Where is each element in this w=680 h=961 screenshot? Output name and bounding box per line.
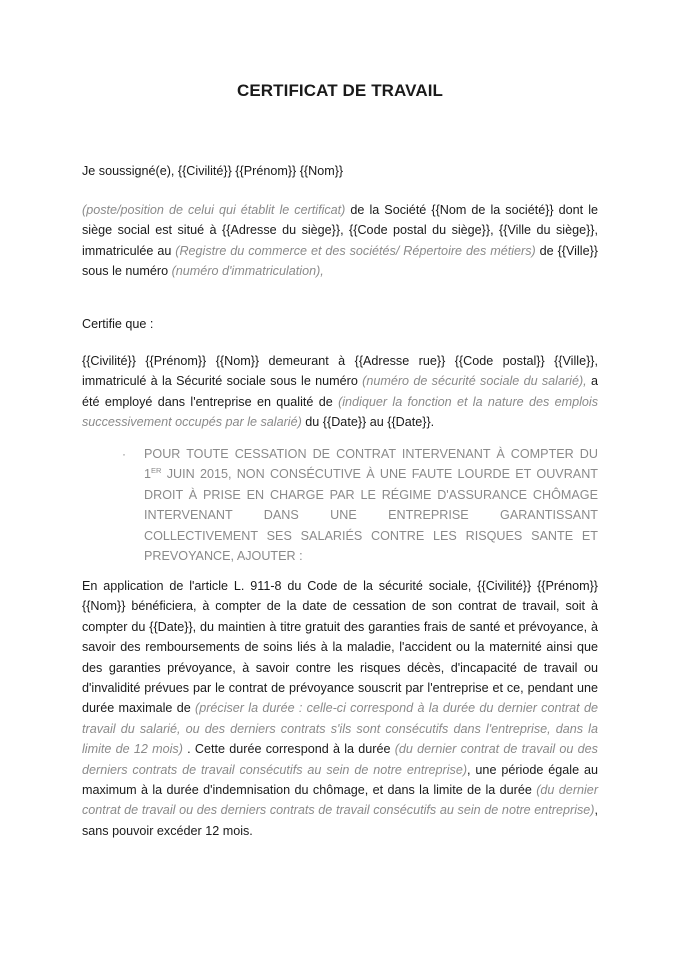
document-title: CERTIFICAT DE TRAVAIL (236, 81, 444, 100)
placeholder-position: (poste/position de celui qui établit le certificat) (82, 203, 346, 217)
certifie-line: Certifie que : (82, 317, 154, 331)
portability-text-4: , sans pouvoir excéder 12 mois. (82, 803, 598, 838)
employee-dates: du {{Date}} au {{Date}}. (301, 415, 435, 430)
employee-text-2: a été employé dans l'entreprise en qualité de (82, 374, 598, 409)
employer-text-2: de {{Ville}} sous le numéro (82, 243, 598, 279)
portability-paragraph (82, 576, 598, 841)
bullet-text-a: POUR TOUTE CESSATION DE CONTRAT INTERVENANT À COMPTER DU 1 (144, 447, 598, 482)
placeholder-registration-number: (numéro d'immatriculation), (171, 264, 324, 279)
placeholder-register: (Registre du commerce et des sociétés/ Répertoire des métiers) (175, 243, 536, 258)
placeholder-duration: (préciser la durée : celle-ci correspond à la durée du dernier contrat de travail du salarié, ou des derniers contrats s'ils sont consécutifs dans l'entreprise, dans la limite de 12 mois) (82, 701, 598, 757)
portability-text-2: . Cette durée correspond à la durée (182, 742, 395, 757)
placeholder-contract-1: (du dernier contrat de travail ou des derniers contrats de travail consécutifs au sein de notre entreprise) (82, 742, 598, 777)
bullet-superscript: ER (151, 466, 162, 476)
employee-text: {{Civilité}} {{Prénom}} {{Nom}} demeurant à {{Adresse rue}} {{Code postal}} {{Ville}}, immatriculé à la Sécurité sociale sous le numéro (82, 354, 598, 389)
bullet-text-b: JUIN 2015, NON CONSÉCUTIVE À UNE FAUTE LOURDE ET OUVRANT DROIT À PRISE EN CHARGE PAR LE RÉGIME D'ASSURANCE CHÔMAGE INTERVENANT DANS UNE ENTREPRISE GARANTISSANT COLLECTIVEMENT SES SALARIÉS CONTRE LES RISQUES SANTE ET PREVOYANCE, AJOUTER : (144, 467, 598, 564)
placeholder-function: (indiquer la fonction et la nature des emplois successivement occupés par le salarié) (82, 394, 598, 430)
placeholder-contract-2: (du dernier contrat de travail ou des derniers contrats de travail consécutifs au sein de notre entreprise) (82, 783, 599, 818)
placeholder-social-security: (numéro de sécurité sociale du salarié), (362, 374, 587, 389)
bullet-text (144, 444, 598, 566)
portability-text: En application de l'article L. 911-8 du Code de la sécurité sociale, {{Civilité}} {{Prénom}} {{Nom}} bénéficiera, à compter de la date de cessation de son contrat de travail, soit à compter du {{Date}}, du maintien à titre gratuit des garanties frais de santé et prévoyance, à savoir des remboursements de soins liés à la maladie, l'accident ou la maternité ainsi que des garanties prévoyance, à savoir contre les risques décès, d'incapacité de travail ou d'invalidité prévues par le contrat de prévoyance souscrit par l'entreprise et ce, pendant une durée maximale de (82, 579, 598, 716)
intro-line: Je soussigné(e), {{Civilité}} {{Prénom}} {{Nom}} (82, 164, 344, 178)
employer-paragraph (82, 200, 598, 282)
portability-text-3: , une période égale au maximum à la durée d'indemnisation du chômage, et dans la limite de la durée (82, 762, 598, 798)
employee-paragraph (82, 351, 598, 433)
bullet-dot: · (122, 447, 126, 461)
employer-text: de la Société {{Nom de la société}} dont le siège social est situé à {{Adresse du siège}}, {{Code postal du siège}}, {{Ville du siège}}, immatriculée au (82, 203, 599, 258)
